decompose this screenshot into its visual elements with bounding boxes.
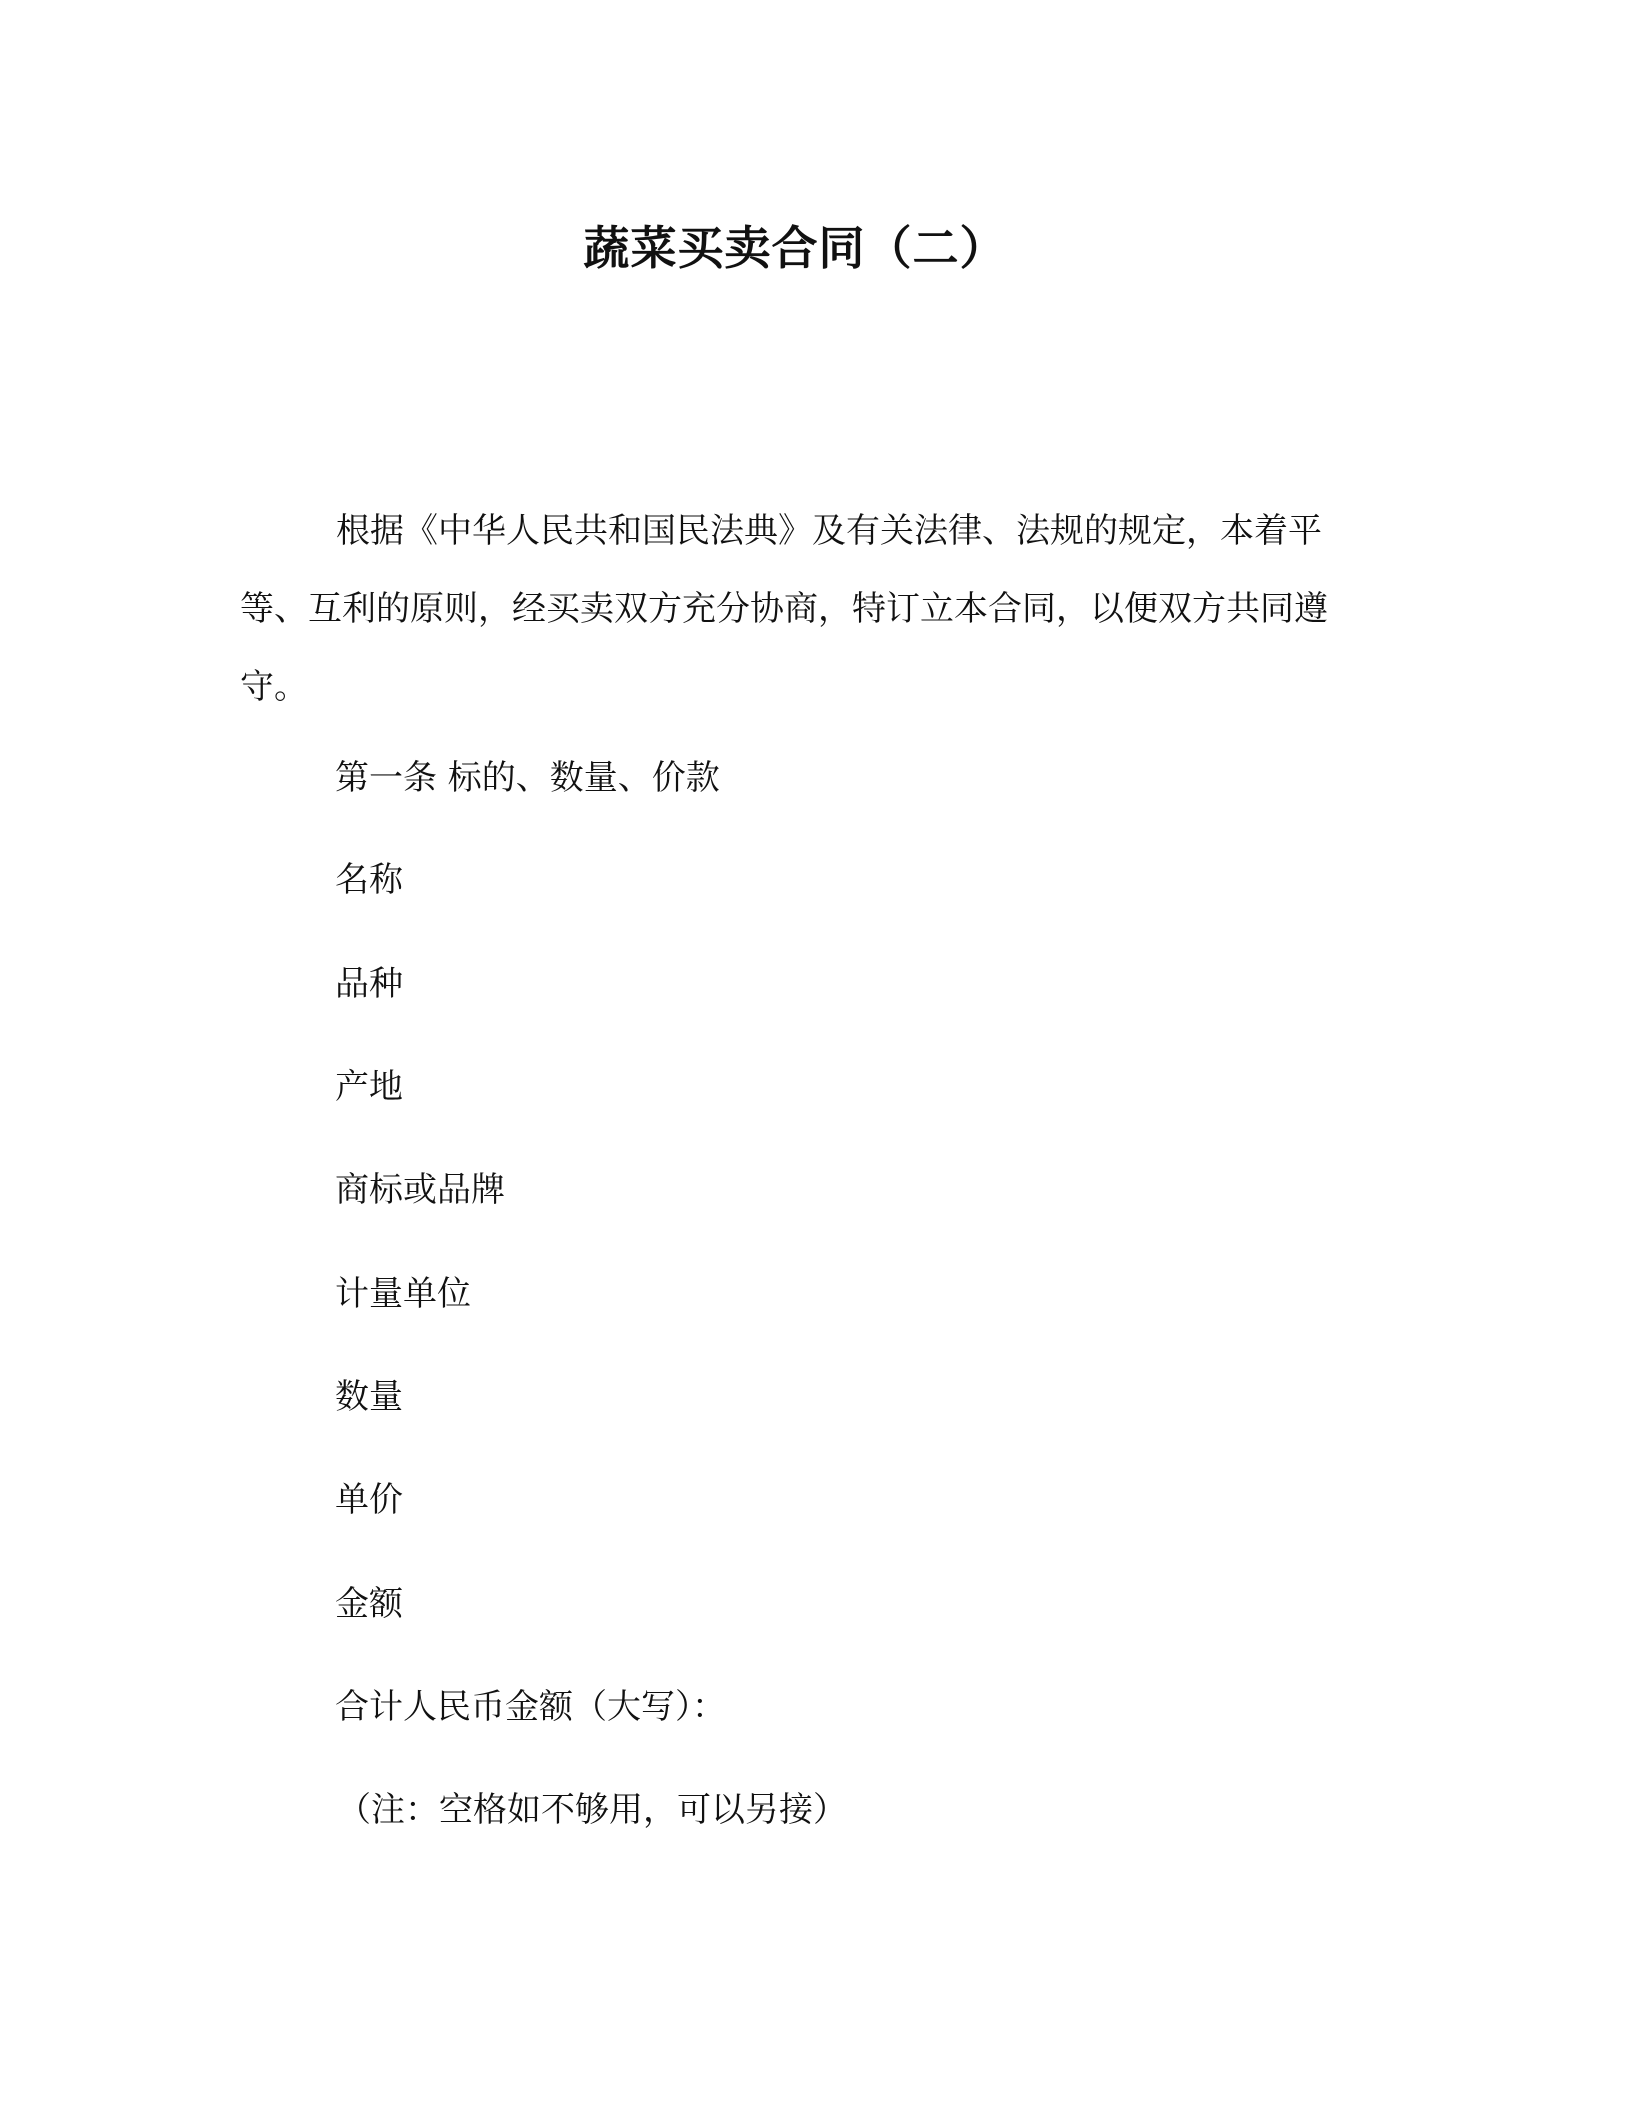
field-quantity-label: 数量: [335, 1377, 403, 1417]
field-unit-label: 计量单位: [335, 1274, 471, 1314]
field-name-label: 名称: [335, 860, 403, 900]
field-unit-price-label: 单价: [335, 1480, 403, 1520]
field-variety-label: 品种: [335, 964, 403, 1004]
field-origin-label: 产地: [335, 1067, 403, 1107]
note-text: （注：空格如不够用，可以另接）: [337, 1790, 847, 1830]
intro-text: 根据《中华人民共和国民法典》及有关法律、法规的规定，本着平等、互利的原则，经买卖双方充分协商，特订立本合同，以便双方共同遵守。: [240, 511, 1328, 707]
field-brand-label: 商标或品牌: [335, 1170, 505, 1210]
article-1-heading: 第一条 标的、数量、价款: [335, 758, 720, 798]
field-amount-label: 金额: [335, 1584, 403, 1624]
field-total-label: 合计人民币金额（大写）：: [335, 1687, 726, 1727]
document-title: 蔬菜买卖合同（二）: [583, 221, 1007, 275]
intro-paragraph: [240, 492, 1385, 726]
